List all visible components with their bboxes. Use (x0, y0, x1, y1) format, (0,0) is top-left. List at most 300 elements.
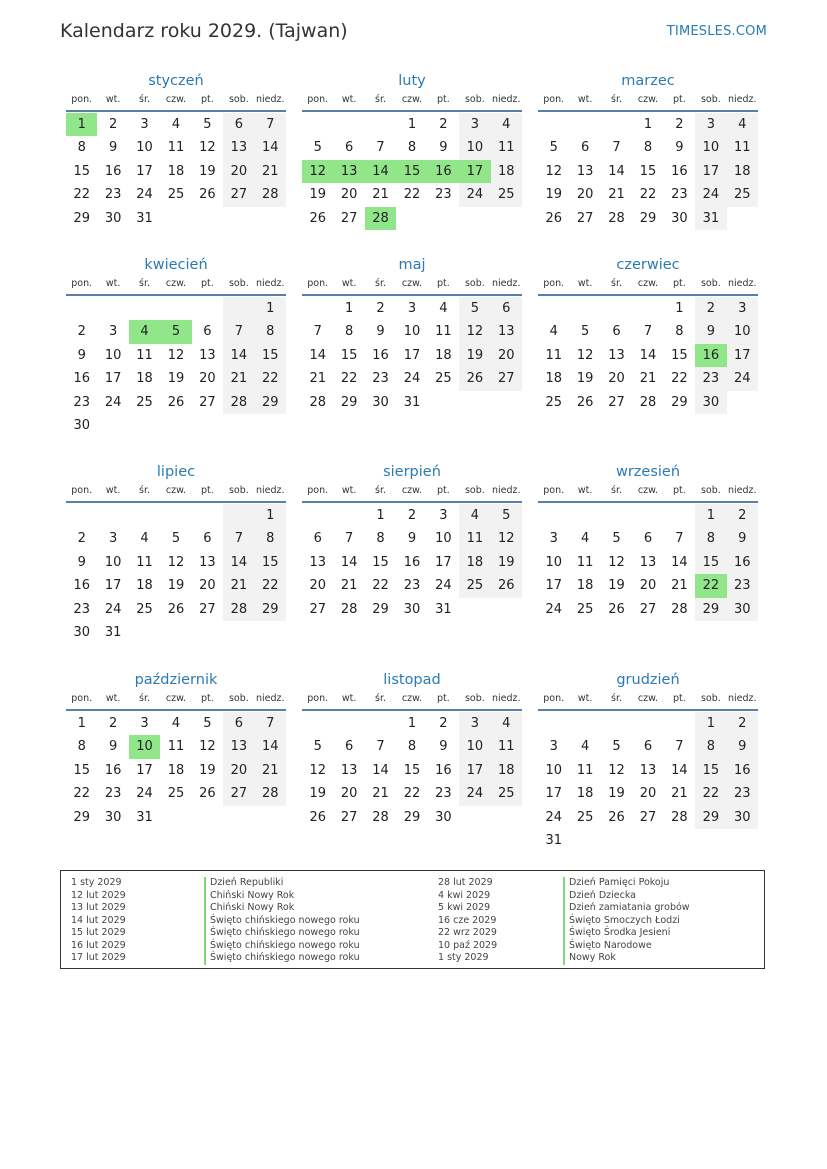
weekday-label: śr. (139, 278, 151, 289)
day-cell: 24 (459, 782, 490, 805)
day-cell: 4 (549, 324, 558, 340)
weekday-label: pt. (201, 278, 214, 289)
day-cell: 21 (372, 187, 389, 203)
day-cell: 10 (459, 735, 490, 758)
weekday-label: pon. (71, 485, 93, 496)
day-cell: 14 (372, 762, 389, 778)
day-cell: 5 (459, 297, 490, 320)
day-cell: 24 (545, 809, 562, 825)
day-cell: 1 (344, 301, 354, 316)
empty-day-cell (160, 297, 191, 320)
days-grid (538, 712, 758, 852)
day-cell: 5 (612, 739, 621, 755)
weekday-label: czw. (401, 693, 423, 704)
holiday-legend (60, 870, 765, 969)
day-cell: 21 (223, 574, 254, 597)
weekday-label: niedz. (728, 693, 757, 704)
day-cell: 20 (223, 759, 254, 782)
day-cell: 10 (727, 320, 758, 343)
site-brand-link[interactable]: TIMESLES.COM (666, 24, 767, 39)
weekday-header (302, 693, 522, 711)
month-name: listopad (383, 672, 441, 688)
holiday-day-cell: 28 (365, 207, 396, 230)
weekday-label: sob. (228, 278, 249, 289)
day-cell: 30 (104, 210, 122, 226)
empty-day-cell (129, 297, 160, 320)
day-cell: 12 (199, 140, 216, 156)
day-cell: 10 (545, 762, 562, 778)
day-cell: 23 (73, 601, 90, 617)
weekday-label: pon. (307, 485, 329, 496)
weekday-label: sob. (700, 94, 721, 105)
legend-holiday-name: Święto chińskiego nowego roku (204, 952, 360, 965)
day-cell: 7 (223, 320, 254, 343)
weekday-label: niedz. (728, 485, 757, 496)
day-cell: 3 (695, 113, 726, 136)
day-cell: 27 (340, 809, 358, 825)
day-cell: 30 (435, 809, 452, 825)
days-grid (66, 297, 286, 437)
month-name: maj (398, 257, 426, 273)
day-cell: 14 (223, 551, 254, 574)
legend-date: 1 sty 2029 (71, 877, 122, 888)
day-cell: 6 (612, 324, 621, 340)
weekday-label: sob. (700, 693, 721, 704)
day-cell: 21 (255, 759, 286, 782)
day-cell: 3 (140, 117, 149, 132)
day-cell: 23 (727, 574, 758, 597)
empty-day-cell (302, 504, 333, 527)
holiday-day-cell: 22 (695, 574, 726, 597)
weekday-label: niedz. (492, 693, 521, 704)
day-cell: 15 (255, 344, 286, 367)
day-cell: 12 (199, 739, 216, 755)
legend-names-col-2 (563, 877, 690, 965)
day-cell: 17 (459, 759, 490, 782)
weekday-label: niedz. (492, 94, 521, 105)
weekday-label: pon. (543, 278, 565, 289)
day-cell: 27 (199, 601, 216, 617)
day-cell: 16 (104, 163, 122, 179)
day-cell: 7 (313, 324, 322, 340)
weekday-label: sob. (464, 485, 485, 496)
day-cell: 1 (695, 504, 726, 527)
legend-holiday-name: Chiński Nowy Rok (204, 902, 360, 915)
days-grid (302, 113, 522, 230)
weekday-label: wt. (105, 693, 121, 704)
days-grid (302, 504, 522, 621)
month-calendar (302, 671, 522, 829)
day-cell: 22 (73, 786, 90, 802)
day-cell: 19 (167, 578, 185, 594)
day-cell: 2 (439, 716, 448, 731)
day-cell: 9 (77, 347, 86, 363)
day-cell: 10 (545, 554, 562, 570)
day-cell: 8 (643, 140, 653, 156)
weekday-label: pon. (307, 278, 329, 289)
weekday-header (66, 693, 286, 711)
weekday-label: śr. (375, 94, 387, 105)
day-cell: 7 (255, 113, 286, 136)
month-calendar (538, 671, 758, 852)
empty-day-cell (664, 504, 695, 527)
empty-day-cell (632, 712, 663, 735)
day-cell: 19 (608, 578, 625, 594)
day-cell: 2 (695, 297, 726, 320)
empty-day-cell (365, 113, 396, 136)
month-calendar (302, 256, 522, 414)
month-calendar (538, 256, 758, 414)
holiday-day-cell: 14 (365, 160, 396, 183)
day-cell: 23 (104, 187, 122, 203)
day-cell: 29 (695, 806, 726, 829)
weekday-header (302, 94, 522, 112)
day-cell: 5 (203, 716, 212, 731)
day-cell: 11 (459, 527, 490, 550)
day-cell: 11 (491, 136, 522, 159)
day-cell: 6 (223, 113, 254, 136)
holiday-day-cell: 4 (129, 320, 160, 343)
day-cell: 18 (576, 786, 594, 802)
day-cell: 29 (340, 394, 358, 410)
day-cell: 14 (223, 344, 254, 367)
days-grid (538, 297, 758, 414)
day-cell: 17 (727, 344, 758, 367)
weekday-label: wt. (341, 485, 357, 496)
weekday-label: czw. (637, 94, 659, 105)
day-cell: 8 (407, 739, 417, 755)
day-cell: 15 (639, 163, 657, 179)
day-cell: 21 (372, 786, 389, 802)
day-cell: 4 (439, 301, 448, 316)
day-cell: 28 (223, 391, 254, 414)
day-cell: 12 (608, 554, 625, 570)
day-cell: 5 (313, 140, 322, 156)
day-cell: 4 (491, 712, 522, 735)
empty-day-cell (302, 712, 333, 735)
day-cell: 15 (403, 762, 421, 778)
day-cell: 21 (608, 187, 625, 203)
empty-day-cell (97, 297, 128, 320)
day-cell: 24 (136, 786, 153, 802)
day-cell: 2 (727, 712, 758, 735)
weekday-label: wt. (577, 485, 593, 496)
day-cell: 17 (695, 160, 726, 183)
day-cell: 17 (136, 163, 153, 179)
empty-day-cell (601, 297, 632, 320)
days-grid (66, 712, 286, 829)
day-cell: 4 (171, 117, 181, 132)
day-cell: 6 (203, 531, 212, 547)
day-cell: 20 (576, 187, 594, 203)
weekday-label: czw. (637, 485, 659, 496)
month-name: sierpień (383, 464, 441, 480)
empty-day-cell (333, 712, 364, 735)
day-cell: 1 (695, 712, 726, 735)
day-cell: 27 (576, 210, 594, 226)
day-cell: 31 (136, 210, 153, 226)
day-cell: 4 (580, 739, 590, 755)
day-cell: 3 (727, 297, 758, 320)
day-cell: 12 (491, 527, 522, 550)
legend-holiday-name: Nowy Rok (563, 952, 690, 965)
empty-day-cell (538, 504, 569, 527)
day-cell: 19 (309, 786, 326, 802)
day-cell: 8 (344, 324, 354, 340)
day-cell: 9 (108, 739, 118, 755)
day-cell: 22 (372, 578, 389, 594)
day-cell: 29 (671, 394, 688, 410)
day-cell: 15 (255, 551, 286, 574)
day-cell: 14 (309, 347, 326, 363)
weekday-label: czw. (401, 94, 423, 105)
month-calendar (538, 463, 758, 621)
day-cell: 17 (403, 347, 421, 363)
day-cell: 22 (403, 786, 421, 802)
day-cell: 20 (199, 371, 216, 387)
day-cell: 16 (73, 578, 90, 594)
legend-date: 22 wrz 2029 (438, 927, 497, 938)
legend-holiday-name: Dzień Republiki (204, 877, 360, 890)
legend-date: 12 lut 2029 (71, 889, 126, 901)
day-cell: 7 (376, 739, 385, 755)
legend-date: 17 lut 2029 (71, 952, 126, 963)
empty-day-cell (601, 113, 632, 136)
weekday-header (66, 94, 286, 112)
day-cell: 26 (167, 394, 185, 410)
weekday-label: czw. (637, 278, 659, 289)
day-cell: 16 (727, 759, 758, 782)
day-cell: 9 (675, 140, 684, 156)
day-cell: 15 (671, 347, 688, 363)
day-cell: 26 (199, 187, 216, 203)
empty-day-cell (223, 504, 254, 527)
weekday-label: wt. (341, 94, 357, 105)
day-cell: 30 (73, 624, 90, 640)
day-cell: 16 (435, 762, 452, 778)
day-cell: 30 (695, 391, 726, 414)
day-cell: 27 (491, 367, 522, 390)
day-cell: 10 (136, 140, 153, 156)
day-cell: 22 (639, 187, 657, 203)
holiday-day-cell: 15 (396, 160, 427, 183)
day-cell: 2 (675, 117, 684, 132)
day-cell: 23 (727, 782, 758, 805)
weekday-label: czw. (401, 278, 423, 289)
month-name: czerwiec (616, 257, 680, 273)
day-cell: 27 (608, 394, 625, 410)
day-cell: 18 (491, 160, 522, 183)
weekday-label: wt. (577, 278, 593, 289)
day-cell: 17 (136, 762, 153, 778)
day-cell: 23 (671, 187, 688, 203)
day-cell: 8 (695, 527, 726, 550)
weekday-label: wt. (577, 693, 593, 704)
day-cell: 11 (576, 762, 594, 778)
day-cell: 29 (73, 210, 90, 226)
day-cell: 24 (136, 187, 153, 203)
legend-date: 5 kwi 2029 (438, 902, 491, 913)
day-cell: 25 (136, 601, 153, 617)
day-cell: 31 (136, 809, 153, 825)
day-cell: 18 (136, 371, 153, 387)
day-cell: 3 (459, 113, 490, 136)
day-cell: 27 (223, 183, 254, 206)
day-cell: 15 (695, 759, 726, 782)
day-cell: 11 (727, 136, 758, 159)
empty-day-cell (302, 297, 333, 320)
day-cell: 14 (255, 735, 286, 758)
day-cell: 2 (376, 301, 385, 316)
month-name: kwiecień (144, 257, 208, 273)
day-cell: 25 (727, 183, 758, 206)
day-cell: 17 (104, 371, 122, 387)
days-grid (538, 504, 758, 621)
day-cell: 11 (167, 140, 185, 156)
day-cell: 29 (372, 601, 389, 617)
empty-day-cell (192, 504, 223, 527)
empty-day-cell (129, 504, 160, 527)
weekday-header (66, 278, 286, 296)
day-cell: 10 (104, 554, 122, 570)
day-cell: 27 (223, 782, 254, 805)
empty-day-cell (569, 297, 600, 320)
day-cell: 12 (309, 762, 326, 778)
weekday-label: sob. (464, 693, 485, 704)
day-cell: 30 (73, 417, 90, 433)
day-cell: 28 (223, 598, 254, 621)
day-cell: 29 (255, 391, 286, 414)
day-cell: 2 (77, 324, 86, 340)
day-cell: 4 (491, 113, 522, 136)
day-cell: 31 (104, 624, 122, 640)
day-cell: 16 (727, 551, 758, 574)
day-cell: 21 (340, 578, 358, 594)
month-name: luty (398, 73, 426, 89)
legend-date: 16 cze 2029 (438, 914, 497, 926)
day-cell: 1 (675, 301, 684, 316)
empty-day-cell (66, 297, 97, 320)
day-cell: 10 (403, 324, 421, 340)
day-cell: 8 (407, 140, 417, 156)
day-cell: 1 (255, 297, 286, 320)
day-cell: 24 (695, 183, 726, 206)
empty-day-cell (302, 113, 333, 136)
legend-holiday-name: Dzień Dziecka (563, 890, 690, 903)
day-cell: 2 (108, 117, 118, 132)
day-cell: 25 (167, 187, 185, 203)
day-cell: 4 (580, 531, 590, 547)
legend-holiday-name: Święto Środka Jesieni (563, 927, 690, 940)
day-cell: 16 (73, 371, 90, 387)
weekday-header (66, 485, 286, 503)
day-cell: 8 (376, 531, 385, 547)
day-cell: 14 (255, 136, 286, 159)
day-cell: 13 (491, 320, 522, 343)
day-cell: 13 (199, 347, 216, 363)
day-cell: 21 (671, 786, 688, 802)
legend-dates-col-2 (438, 877, 497, 965)
empty-day-cell (569, 113, 600, 136)
day-cell: 11 (136, 347, 153, 363)
month-calendar (302, 463, 522, 621)
day-cell: 30 (727, 806, 758, 829)
day-cell: 29 (695, 598, 726, 621)
legend-date: 13 lut 2029 (71, 902, 126, 913)
day-cell: 16 (104, 762, 122, 778)
day-cell: 26 (608, 809, 625, 825)
day-cell: 3 (140, 716, 149, 731)
day-cell: 19 (608, 786, 625, 802)
day-cell: 26 (199, 786, 216, 802)
day-cell: 24 (104, 394, 122, 410)
weekday-label: śr. (375, 278, 387, 289)
day-cell: 6 (344, 140, 354, 156)
day-cell: 24 (104, 601, 122, 617)
weekday-label: pt. (201, 485, 214, 496)
day-cell: 20 (309, 578, 326, 594)
weekday-label: niedz. (728, 94, 757, 105)
day-cell: 23 (372, 371, 389, 387)
holiday-day-cell: 16 (428, 160, 459, 183)
weekday-label: pt. (437, 485, 450, 496)
day-cell: 28 (671, 601, 688, 617)
day-cell: 21 (255, 160, 286, 183)
holiday-day-cell: 13 (333, 160, 364, 183)
day-cell: 15 (372, 554, 389, 570)
day-cell: 7 (675, 531, 684, 547)
day-cell: 27 (639, 809, 657, 825)
day-cell: 23 (104, 786, 122, 802)
legend-names-col-1 (204, 877, 360, 965)
day-cell: 9 (727, 735, 758, 758)
day-cell: 14 (671, 554, 688, 570)
empty-day-cell (192, 297, 223, 320)
day-cell: 14 (340, 554, 358, 570)
month-calendar (302, 72, 522, 230)
day-cell: 11 (545, 347, 562, 363)
day-cell: 4 (171, 716, 181, 731)
day-cell: 2 (77, 531, 86, 547)
day-cell: 11 (167, 739, 185, 755)
day-cell: 21 (639, 371, 657, 387)
day-cell: 18 (576, 578, 594, 594)
weekday-label: niedz. (256, 94, 285, 105)
weekday-label: śr. (611, 693, 623, 704)
day-cell: 9 (439, 140, 448, 156)
day-cell: 26 (545, 210, 562, 226)
day-cell: 7 (643, 324, 653, 340)
day-cell: 21 (671, 578, 688, 594)
day-cell: 30 (104, 809, 122, 825)
empty-day-cell (569, 712, 600, 735)
day-cell: 3 (108, 324, 118, 340)
day-cell: 13 (199, 554, 216, 570)
day-cell: 11 (136, 554, 153, 570)
day-cell: 18 (435, 347, 452, 363)
legend-holiday-name: Święto Narodowe (563, 940, 690, 953)
day-cell: 21 (309, 371, 326, 387)
day-cell: 25 (136, 394, 153, 410)
day-cell: 29 (403, 809, 421, 825)
weekday-label: śr. (139, 693, 151, 704)
day-cell: 8 (77, 739, 86, 755)
day-cell: 31 (695, 207, 726, 230)
empty-day-cell (160, 504, 191, 527)
day-cell: 1 (376, 508, 385, 523)
days-grid (538, 113, 758, 230)
day-cell: 7 (344, 531, 354, 547)
